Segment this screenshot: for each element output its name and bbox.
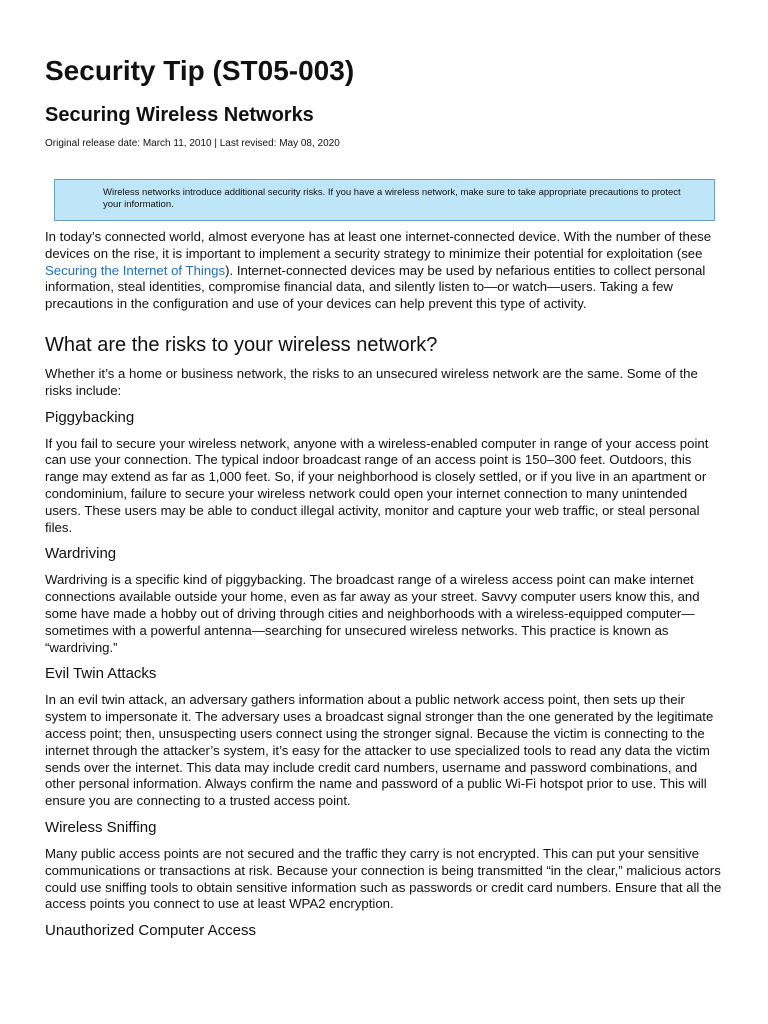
intro-text-after-link: ). Internet-connected devices may be used by nefarious entities to collect personal information, steal identities, compromise financial data, and silently listen to—or watch—users. Taking a few precautions in the configuration and use of your devices can help prevent this type of activity.: [45, 262, 706, 312]
section-body-wardriving: Wardriving is a specific kind of piggybacking. The broadcast range of a wireless access point can make internet connections available outside your home, even as far away as your street. Savvy computer users know this, and some have made a hobby out of driving through cities and neighborhoods with a wireless-equipped computer—sometimes with a powerful antenna—searching for unsecured wireless networks. This practice is known as “wardriving.”: [45, 572, 700, 655]
page-subtitle: Securing Wireless Networks: [45, 104, 314, 126]
risks-intro-paragraph: Whether it’s a home or business network, the risks to an unsecured wireless network are the same. Some of the risks include:: [45, 365, 698, 398]
section-heading-evil-twin: Evil Twin Attacks: [45, 665, 157, 683]
page-title: Security Tip (ST05-003): [45, 55, 355, 86]
section-body-wireless-sniffing: Many public access points are not secured and the traffic they carry is not encrypted. This can put your sensitive communications or transactions at risk. Because your connection is being transmitted “in the clear,” malicious actors could use sniffing tools to obtain sensitive information such as passwords or credit card numbers. Ensure that all the access points you connect to use at least WPA2 encryption.: [45, 845, 722, 912]
section-heading-piggybacking: Piggybacking: [45, 408, 135, 426]
alert-text: Wireless networks introduce additional security risks. If you have a wireless network, make sure to take appropriate precautions to protect your information.: [103, 187, 681, 210]
risks-heading: What are the risks to your wireless network?: [45, 333, 438, 356]
section-heading-wardriving: Wardriving: [45, 545, 117, 563]
intro-text-before-link: In today’s connected world, almost everyone has at least one internet-connected device. With the number of these devices on the rise, it is important to implement a security strategy to minimize their potential for exploitation (see: [45, 229, 712, 261]
section-body-evil-twin: In an evil twin attack, an adversary gathers information about a public network access point, then sets up their system to impersonate it. The adversary uses a broadcast signal stronger than the one generated by the legitimate access point; then, unsuspecting users connect using the stronger signal. Because the victim is connecting to the internet through the attacker’s system, it’s easy for the attacker to use specialized tools to read any data the victim sends over the internet. This data may include credit card numbers, username and password combinations, and other personal information. Always confirm the name and password of a public Wi-Fi hotspot prior to use. This will ensure you are connecting to a trusted access point.: [45, 692, 714, 809]
release-dates: Original release date: March 11, 2010 | Last revised: May 08, 2020: [45, 138, 340, 149]
info-alert-box: [54, 179, 715, 221]
section-heading-unauthorized-access: Unauthorized Computer Access: [45, 922, 256, 940]
securing-iot-link[interactable]: Securing the Internet of Things: [45, 262, 226, 278]
intro-paragraph: [45, 229, 723, 313]
section-body-piggybacking: If you fail to secure your wireless network, anyone with a wireless-enabled computer in range of your access point can use your connection. The typical indoor broadcast range of an access point is 150–300 feet. Outdoors, this range may extend as far as 1,000 feet. So, if your neighborhood is closely settled, or if you live in an apartment or condominium, failure to secure your wireless network could open your internet connection to many unintended users. These users may be able to conduct illegal activity, monitor and capture your web traffic, or steal personal files.: [45, 435, 709, 535]
section-heading-wireless-sniffing: Wireless Sniffing: [45, 818, 157, 836]
